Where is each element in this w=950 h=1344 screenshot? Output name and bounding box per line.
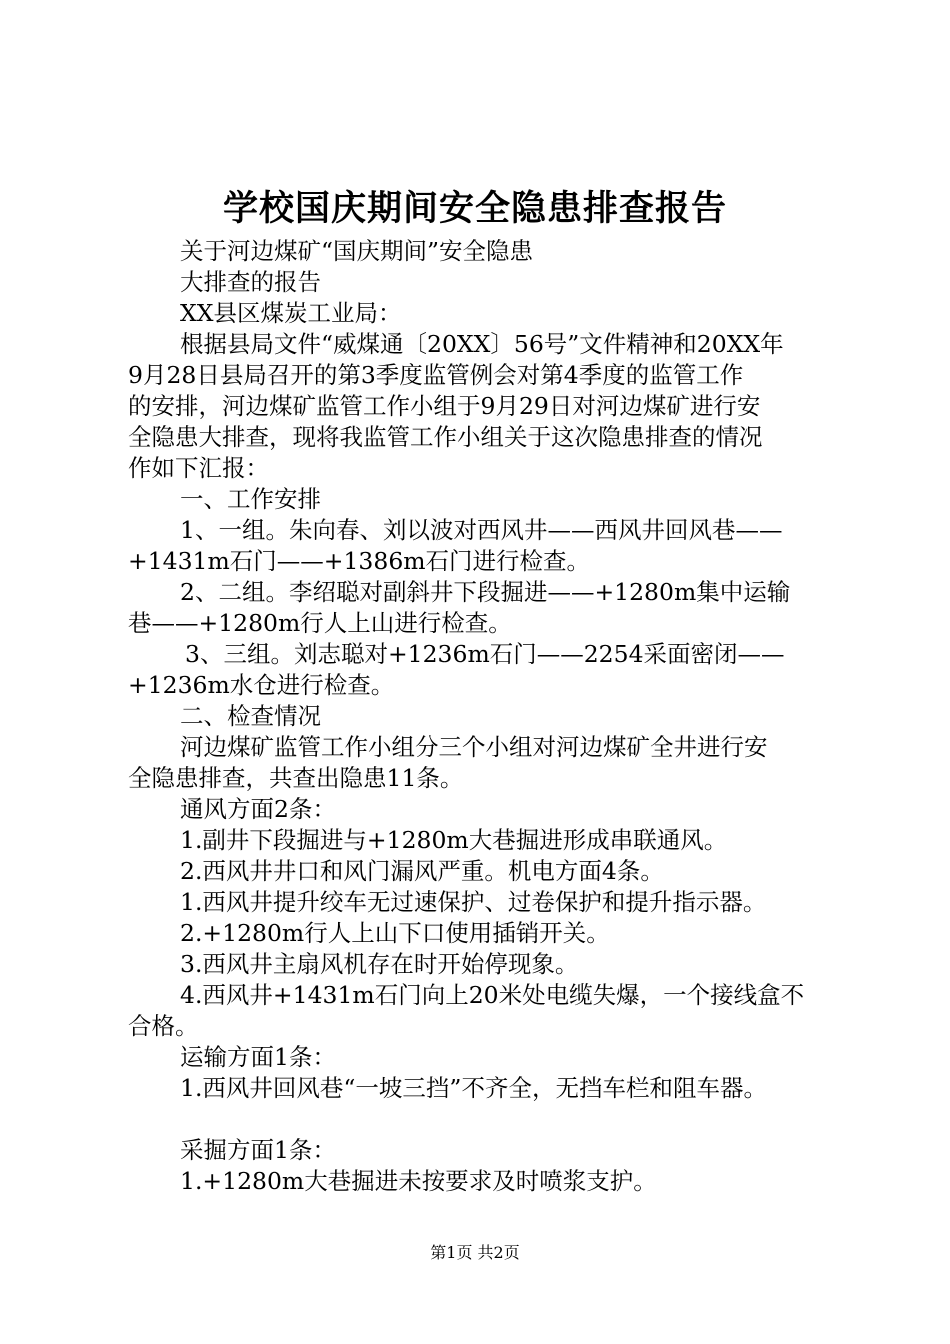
addressee: XX县区煤炭工业局： [180, 299, 402, 327]
blank-line [128, 1104, 838, 1135]
list-item-continuation: +1431m石门——+1386m石门进行检查。 [128, 547, 591, 575]
list-item-continuation: +1236m水仓进行检查。 [128, 671, 395, 699]
category-heading: 采掘方面1条： [180, 1136, 336, 1164]
list-item: 1.西风井回风巷“一坡三挡”不齐全，无挡车栏和阻车器。 [180, 1074, 767, 1102]
paragraph-line: 根据县局文件“威煤通〔20XX〕56号”文件精神和20XX年 [180, 330, 784, 358]
list-item: 2.+1280m行人上山下口使用插销开关。 [180, 919, 610, 947]
list-item: 1、一组。朱向春、刘以波对西风井——西风井回风巷—— [180, 516, 783, 544]
paragraph-line: 作如下汇报： [128, 454, 269, 482]
list-item: 1.西风井提升绞车无过速保护、过卷保护和提升指示器。 [180, 888, 767, 916]
list-item-continuation: 巷——+1280m行人上山进行检查。 [128, 609, 512, 637]
document-title: 学校国庆期间安全隐患排查报告 [222, 188, 727, 229]
section-heading: 二、检查情况 [180, 702, 321, 730]
paragraph-line: 全隐患排查，共查出隐患11条。 [128, 764, 464, 792]
paragraph-line: 河边煤矿监管工作小组分三个小组对河边煤矿全井进行安 [180, 733, 768, 761]
list-item: 4.西风井+1431m石门向上20米处电缆失爆，一个接线盒不 [180, 981, 805, 1009]
subject-line-1: 关于河边煤矿“国庆期间”安全隐患 [180, 237, 534, 265]
document-body [128, 236, 838, 1197]
list-item: 2.西风井井口和风门漏风严重。机电方面4条。 [180, 857, 664, 885]
paragraph-line: 9月28日县局召开的第3季度监管例会对第4季度的监管工作 [128, 361, 744, 389]
list-item: 2、二组。李绍聪对副斜井下段掘进——+1280m集中运输 [180, 578, 791, 606]
paragraph-line: 全隐患大排查，现将我监管工作小组关于这次隐患排查的情况 [128, 423, 763, 451]
list-item: 3.西风井主扇风机存在时开始停现象。 [180, 950, 579, 978]
category-heading: 运输方面1条： [180, 1043, 336, 1071]
section-heading: 一、工作安排 [180, 485, 321, 513]
list-item: 1.副井下段掘进与+1280m大巷掘进形成串联通风。 [180, 826, 728, 854]
category-heading: 通风方面2条： [180, 795, 336, 823]
list-item: 1.+1280m大巷掘进未按要求及时喷浆支护。 [180, 1167, 657, 1195]
paragraph-line: 的安排，河边煤矿监管工作小组于9月29日对河边煤矿进行安 [128, 392, 761, 420]
list-item: 3、三组。刘志聪对+1236m石门——2254采面密闭—— [185, 640, 785, 668]
page-footer: 第1页 共2页 [430, 1243, 520, 1262]
list-item-continuation: 合格。 [128, 1012, 199, 1040]
subject-line-2: 大排查的报告 [180, 268, 321, 296]
